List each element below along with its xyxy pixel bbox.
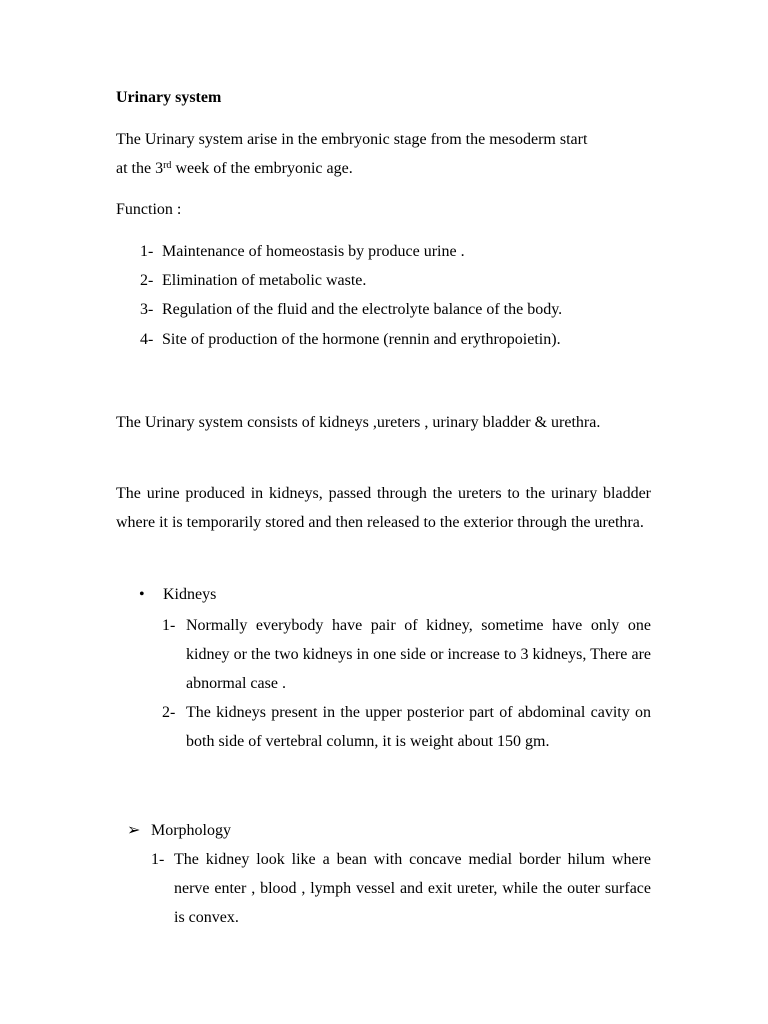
consists-paragraph: The Urinary system consists of kidneys ,ureters , urinary bladder & urethra. [116,414,601,431]
intro-line-2 [116,154,353,183]
function-heading: Function : [116,201,182,218]
morphology-item-1-marker: 1- [151,851,165,868]
function-item-3-marker: 3- [140,301,154,318]
function-item-4-text: Site of production of the hormone (rennin and erythropoietin). [162,331,561,348]
kidneys-item-1-text: Normally everybody have pair of kidney, sometime have only one kidney or the two kidneys in one side or increase to 3 kidneys, There are abnormal case . [186,617,651,692]
arrow-bullet-icon: ➢ [127,822,141,839]
function-item-4-marker: 4- [140,331,154,348]
document-title: Urinary system [116,89,222,106]
morphology-item-1-text: The kidney look like a bean with concave medial border hilum where nerve enter , blood , lymph vessel and exit ureter, while the outer surface is convex. [174,851,651,926]
kidneys-item-2-text: The kidneys present in the upper posterior part of abdominal cavity on both side of vertebral column, it is weight about 150 gm. [186,704,651,750]
kidneys-item-2-marker: 2- [162,704,176,721]
intro-line-1: The Urinary system arise in the embryonic stage from the mesoderm start [116,131,588,148]
kidneys-heading: Kidneys [163,586,217,603]
function-item-3-text: Regulation of the fluid and the electrolyte balance of the body. [162,301,563,318]
function-item-1-marker: 1- [140,243,154,260]
function-item-1-text: Maintenance of homeostasis by produce urine . [162,243,465,260]
function-item-2-text: Elimination of metabolic waste. [162,272,367,289]
ordinal-superscript: rd [163,160,172,171]
urine-flow-paragraph: The urine produced in kidneys, passed through the ureters to the urinary bladder where it is temporarily stored and then released to the exterior through the urethra. [116,485,651,531]
bullet-icon: • [139,586,145,603]
function-item-2-marker: 2- [140,272,154,289]
intro-line-2-end: week of the embryonic age. [171,160,353,177]
kidneys-item-1-marker: 1- [162,617,176,634]
intro-line-2-start: at the 3 [116,160,164,177]
morphology-heading: Morphology [151,822,231,839]
